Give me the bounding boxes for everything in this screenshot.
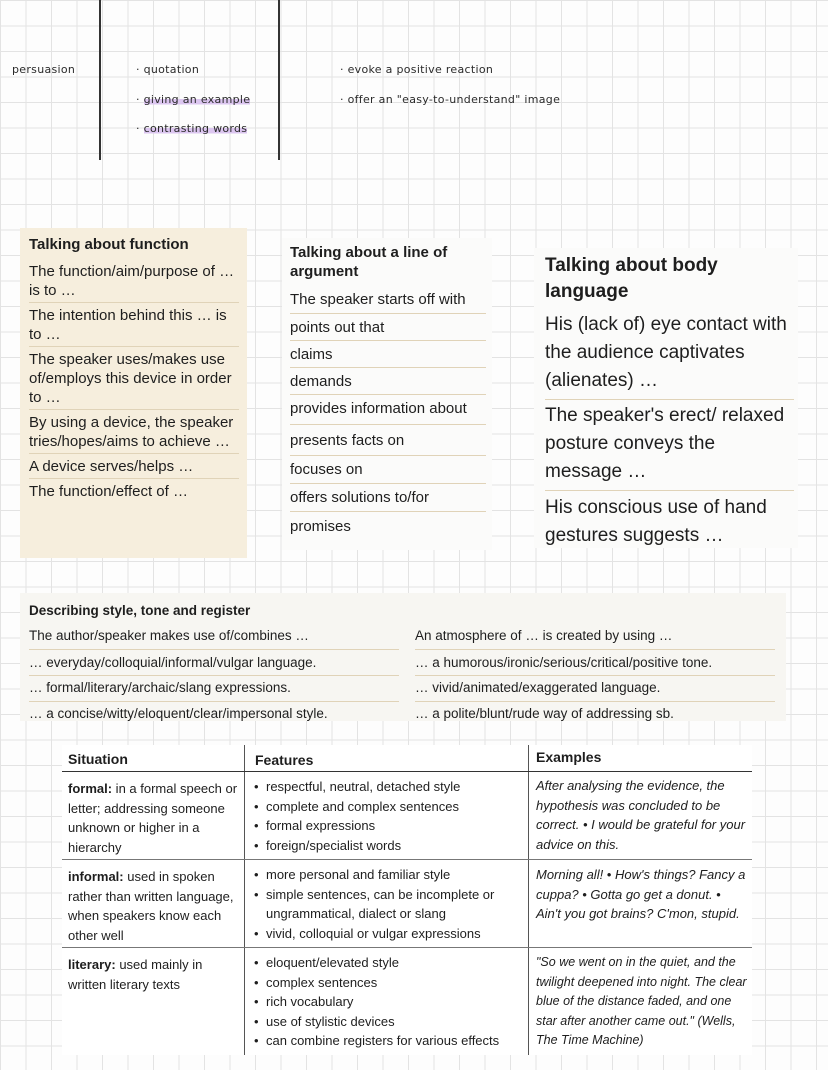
style-left-item: … formal/literary/archaic/slang expressions.	[29, 676, 399, 702]
examples-informal: Morning all! • How's things? Fancy a cuppa? • Gotta go get a donut. • Ain't you got brains? C'mon, stupid.	[536, 867, 746, 921]
style-left-item: … everyday/colloquial/informal/vulgar language.	[29, 650, 399, 676]
register-table	[62, 745, 752, 1055]
feature-item: • eloquent/elevated style	[252, 953, 524, 973]
feature-item: • can combine registers for various effects	[252, 1031, 524, 1051]
argument-card-title: Talking about a line of argument	[290, 244, 448, 280]
header-divider	[62, 771, 752, 772]
header-examples: Examples	[536, 749, 602, 765]
row-divider	[62, 859, 752, 860]
body-language-card	[534, 248, 798, 548]
note-quotation: · quotation	[136, 63, 200, 76]
feature-item: • simple sentences, can be incomplete or ungrammatical, dialect or slang	[252, 885, 524, 924]
row-divider	[62, 947, 752, 948]
argument-item: claims	[290, 341, 486, 368]
note-evoke: · evoke a positive reaction	[340, 63, 494, 76]
note-contrasting-words: · contrasting words	[136, 122, 248, 135]
situation-informal: informal: used in spoken rather than written language, when speakers know each other well	[68, 869, 234, 943]
feature-item: • rich vocabulary	[252, 992, 524, 1012]
function-item: A device serves/helps …	[29, 454, 239, 479]
note-persuasion: persuasion	[12, 63, 76, 76]
body-card-title: Talking about body language	[545, 255, 718, 302]
argument-item: promises	[290, 518, 351, 535]
function-item: The function/effect of …	[29, 483, 188, 500]
feature-item: • vivid, colloquial or vulgar expressions	[252, 924, 524, 944]
function-item: The speaker uses/makes use of/employs this device in order to …	[29, 347, 239, 410]
feature-item: • complex sentences	[252, 973, 524, 993]
situation-formal: formal: in a formal speech or letter; addressing someone unknown or higher in a hierarchy	[68, 781, 238, 855]
style-section	[20, 593, 786, 721]
features-informal	[252, 865, 524, 943]
feature-item: • foreign/specialist words	[252, 836, 524, 856]
body-item: His (lack of) eye contact with the audience captivates (alienates) …	[545, 311, 794, 400]
feature-item: • more personal and familiar style	[252, 865, 524, 885]
argument-card	[282, 238, 492, 550]
function-item: The intention behind this … is to …	[29, 303, 239, 347]
argument-item: demands	[290, 368, 486, 395]
examples-literary: "So we went on in the quiet, and the twilight deepened into night. The clear blue of the distance faded, and one star after another came out." (Wells, The Time Machine)	[536, 955, 747, 1047]
style-right-item: … a humorous/ironic/serious/critical/positive tone.	[415, 650, 775, 676]
argument-item: presents facts on	[290, 425, 486, 456]
note-divider-right	[278, 0, 280, 160]
argument-item: points out that	[290, 314, 486, 341]
function-item: By using a device, the speaker tries/hopes/aims to achieve …	[29, 410, 239, 454]
argument-item: The speaker starts off with	[290, 287, 486, 314]
situation-literary: literary: used mainly in written literary texts	[68, 957, 203, 992]
style-left-item: The author/speaker makes use of/combines …	[29, 625, 399, 650]
style-right-item: … a polite/blunt/rude way of addressing sb.	[415, 706, 674, 721]
argument-item: provides information about	[290, 395, 486, 425]
function-item: The function/aim/purpose of … is to …	[29, 259, 239, 303]
examples-formal: After analysing the evidence, the hypothesis was concluded to be correct. • I would be grateful for your advice on this.	[536, 778, 746, 852]
argument-item: focuses on	[290, 456, 486, 484]
header-features: Features	[255, 752, 314, 768]
body-item: His conscious use of hand gestures suggests …	[545, 497, 767, 546]
column-divider	[528, 745, 529, 1055]
style-title: Describing style, tone and register	[29, 603, 251, 618]
feature-item: • respectful, neutral, detached style	[252, 777, 524, 797]
function-card	[20, 228, 247, 558]
body-item: The speaker's erect/ relaxed posture conveys the message …	[545, 400, 794, 491]
features-formal	[252, 777, 524, 855]
feature-item: • use of stylistic devices	[252, 1012, 524, 1032]
style-left-item: … a concise/witty/eloquent/clear/impersonal style.	[29, 706, 328, 721]
features-literary	[252, 953, 524, 1051]
header-situation: Situation	[68, 751, 128, 767]
function-card-title: Talking about function	[29, 236, 189, 253]
feature-item: • formal expressions	[252, 816, 524, 836]
argument-item: offers solutions to/for	[290, 484, 486, 512]
note-offer: · offer an "easy-to-understand" image	[340, 93, 561, 106]
note-divider-left	[99, 0, 101, 160]
style-right-item: … vivid/animated/exaggerated language.	[415, 676, 775, 702]
style-right-item: An atmosphere of … is created by using …	[415, 625, 775, 650]
feature-item: • complete and complex sentences	[252, 797, 524, 817]
note-giving-example: · giving an example	[136, 93, 251, 106]
column-divider	[244, 745, 245, 1055]
